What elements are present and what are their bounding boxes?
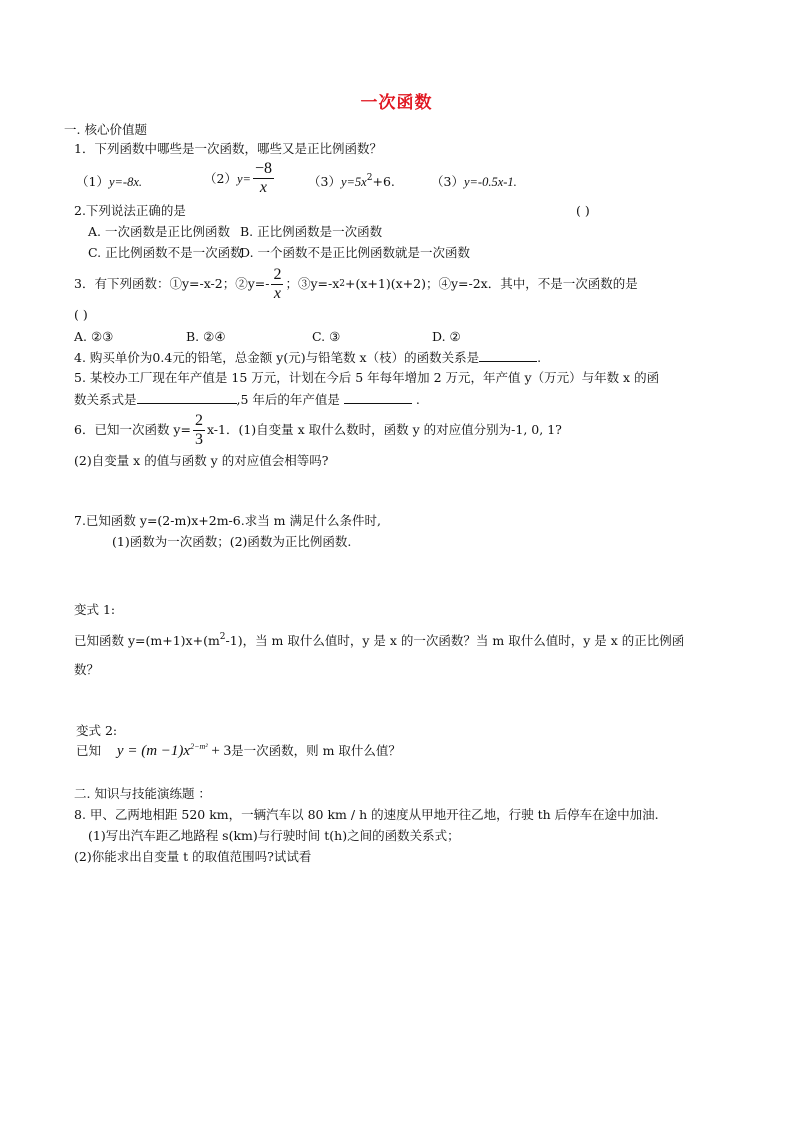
- answer-paren: ( ): [74, 307, 88, 322]
- question-6: 6．已知一次函数 y= $\frac{2}{3}$ x-1．(1)自变量 x 取什么数时，函数 y 的对应值分别为-1, 0, 1?: [74, 411, 562, 448]
- choice-c: C. 正比例函数不是一次函数: [88, 245, 243, 260]
- answer-paren: ( ): [576, 203, 590, 218]
- question-5-line-2: 数关系式是 ,5 年后的年产值是 .: [74, 392, 420, 407]
- question-7-stem: 7.已知函数 y=(2-m)x+2m-6.求当 m 满足什么条件时,: [74, 513, 381, 528]
- fraction: $\frac{2}{3}$: [194, 411, 203, 448]
- choice-b: B. ②④: [186, 329, 226, 344]
- fraction: $\frac{2}{x}$: [273, 265, 282, 302]
- answer-blank[interactable]: [344, 391, 412, 404]
- q1-option-1: （1）y=-8x.: [76, 174, 143, 189]
- variant-1-line-1: 已知函数 $y=(m+1)x+(m^2-1)$，当 m 取什么值时，y 是 x 的一次函数？当 m 取什么值时，y 是 x 的正比例函: [74, 632, 685, 648]
- variant-1-heading: 变式 1:: [74, 602, 116, 617]
- question-8-part-1: (1)写出汽车距乙地路程 s(km)与行驶时间 t(h)之间的函数关系式；: [88, 828, 460, 843]
- question-8-stem: 8. 甲、乙两地相距 520 km，一辆汽车以 80 km / h 的速度从甲地开往乙地，行驶 th 后停车在途中加油.: [74, 807, 659, 822]
- section-heading-skills: 二. 知识与技能演练题 ：: [74, 786, 211, 801]
- question-8-part-2: (2)你能求出自变量 t 的取值范围吗?试试看: [74, 849, 312, 864]
- question-2-stem: 2.下列说法正确的是: [74, 203, 186, 218]
- question-3-stem: 3．有下列函数：①y=-x-2；②y=- $\frac{2}{x}$ ；③y=-x 2 +(x+1)(x+2)；④y=-2x．其中，不是一次函数的是: [74, 265, 638, 302]
- answer-blank[interactable]: [479, 349, 537, 362]
- choice-a: A. ②③: [74, 329, 114, 344]
- choice-a: A. 一次函数是正比例函数: [88, 224, 230, 239]
- variant-2-line: 已知 $y = (m -1)x^{2-m^2} + 3$是一次函数，则 m 取什么值？: [76, 742, 401, 759]
- choice-b: B. 正比例函数是一次函数: [240, 224, 383, 239]
- q1-option-4: （3）y=-0.5x-1.: [431, 174, 517, 189]
- q1-option-3: $(3)y=5x^2+6$.: [308, 173, 395, 189]
- page-title: 一次函数: [360, 93, 433, 113]
- variant-2-heading: 变式 2:: [76, 723, 118, 738]
- answer-blank[interactable]: [137, 391, 237, 404]
- q1-option-2: （2） y= $\frac{-8}{x}$: [204, 160, 272, 196]
- fraction: $\frac{-8}{x}$: [254, 160, 272, 196]
- equation: $y = (m -1)x^{2-m^2} + 3$: [116, 742, 232, 759]
- question-5-line-1: 5. 某校办工厂现在年产值是 15 万元，计划在今后 5 年每年增加 2 万元，年产值 y（万元）与年数 x 的函: [74, 370, 660, 385]
- choice-c: C. ③: [312, 329, 341, 344]
- question-4: 4. 购买单价为0.4元的铅笔，总金额 y(元)与铅笔数 x（枝）的函数关系是 .: [74, 350, 542, 365]
- choice-d: D. ②: [432, 329, 461, 344]
- variant-1-line-2: 数？: [74, 662, 100, 677]
- section-heading-core: 一. 核心价值题: [64, 122, 147, 137]
- choice-d: D. 一个函数不是正比例函数就是一次函数: [240, 245, 471, 260]
- question-6-part-2: (2)自变量 x 的值与函数 y 的对应值会相等吗?: [74, 453, 329, 468]
- question-7-parts: (1)函数为一次函数；(2)函数为正比例函数.: [112, 534, 352, 549]
- question-1-stem: 1．下列函数中哪些是一次函数，哪些又是正比例函数？: [74, 141, 382, 156]
